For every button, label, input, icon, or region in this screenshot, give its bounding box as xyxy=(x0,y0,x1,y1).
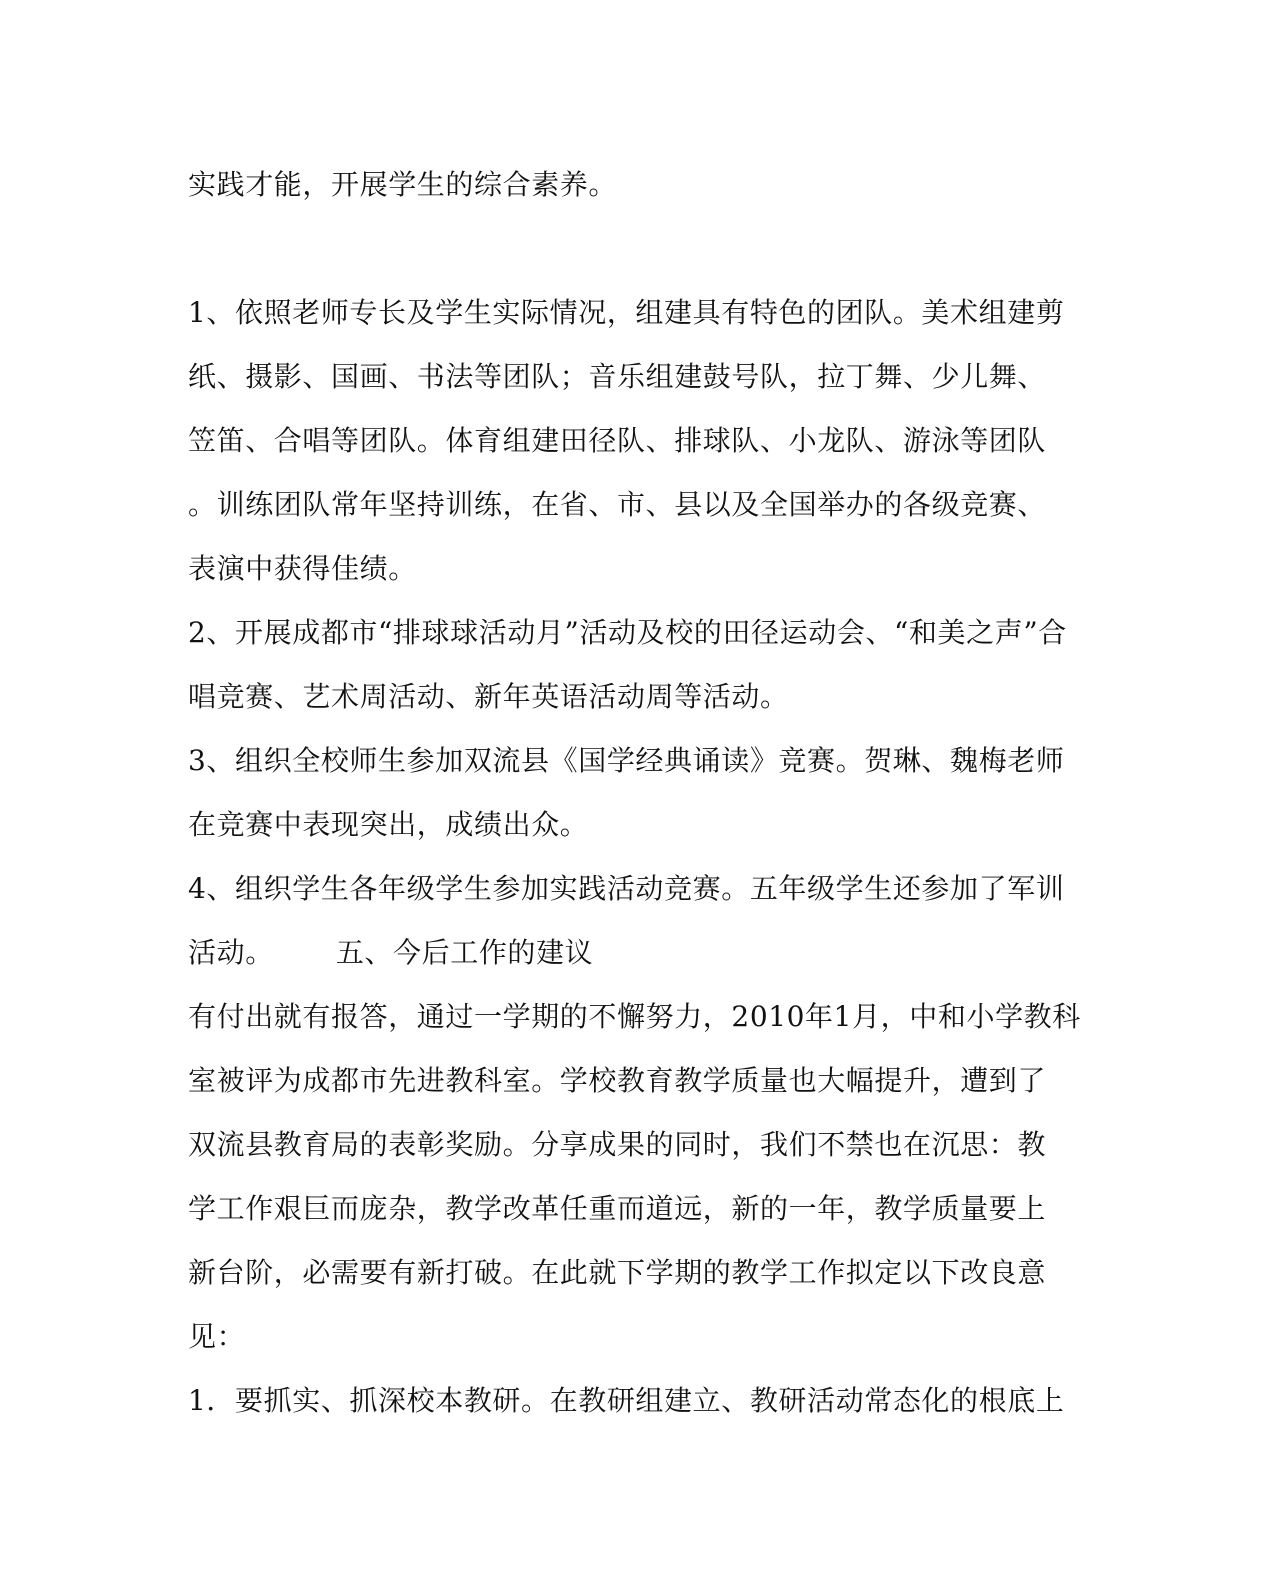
text-line-with-heading xyxy=(188,933,1078,973)
text-line: 表演中获得佳绩。 xyxy=(188,552,417,585)
text-line: 。训练团队常年坚持训练，在省、市、县以及全国举办的各级竞赛、 xyxy=(188,488,1047,521)
text-line: 实践才能，开展学生的综合素养。 xyxy=(188,168,618,201)
text-line: 唱竞赛、艺术周活动、新年英语活动周等活动。 xyxy=(188,680,789,713)
text-line: 3、组织全校师生参加双流县《国学经典诵读》竞赛。贺琳、魏梅老师 xyxy=(188,744,1065,777)
text-line: 学工作艰巨而庞杂，教学改革任重而道远，新的一年，教学质量要上 xyxy=(188,1192,1047,1225)
text-line: 1、依照老师专长及学生实际情况，组建具有特色的团队。美术组建剪 xyxy=(188,296,1065,329)
text-fragment: 活动。 xyxy=(188,936,274,969)
text-line: 在竞赛中表现突出，成绩出众。 xyxy=(188,808,589,841)
text-line: 1．要抓实、抓深校本教研。在教研组建立、教研活动常态化的根底上 xyxy=(188,1384,1065,1417)
text-line: 新台阶，必需要有新打破。在此就下学期的教学工作拟定以下改良意 xyxy=(188,1256,1047,1289)
text-line: 纸、摄影、国画、书法等团队；音乐组建鼓号队，拉丁舞、少儿舞、 xyxy=(188,360,1047,393)
text-line: 4、组织学生各年级学生参加实践活动竞赛。五年级学生还参加了军训 xyxy=(188,872,1065,905)
text-line: 有付出就有报答，通过一学期的不懈努力，2010年1月，中和小学教科 xyxy=(188,1000,1081,1033)
text-line: 笠笛、合唱等团队。体育组建田径队、排球队、小龙队、游泳等团队 xyxy=(188,424,1047,457)
text-line: 2、开展成都市“排球球活动月”活动及校的田径运动会、“和美之声”合 xyxy=(188,616,1067,649)
text-line: 室被评为成都市先进教科室。学校教育教学质量也大幅提升，遭到了 xyxy=(188,1064,1047,1097)
text-line: 双流县教育局的表彰奖励。分享成果的同时，我们不禁也在沉思：教 xyxy=(188,1128,1047,1161)
section-heading: 五、今后工作的建议 xyxy=(335,936,594,969)
text-line: 见： xyxy=(188,1320,246,1353)
